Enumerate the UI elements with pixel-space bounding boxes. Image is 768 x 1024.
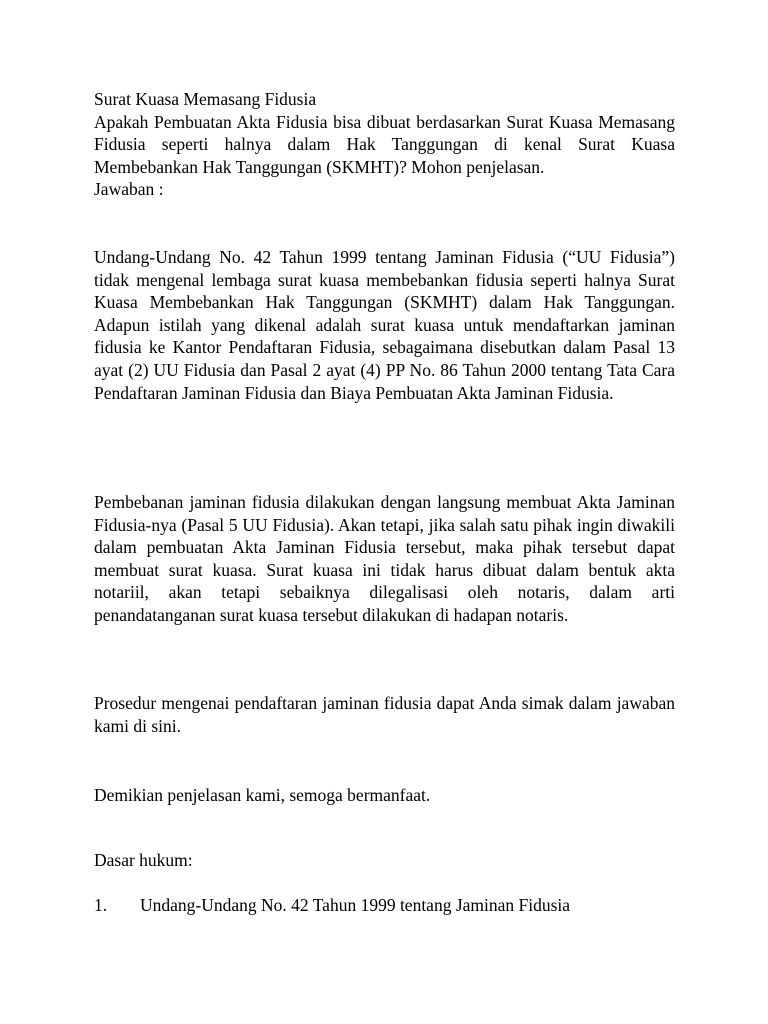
list-item xyxy=(94,894,675,917)
legal-basis-heading-block xyxy=(94,849,675,872)
closing-block xyxy=(94,784,675,807)
power-of-attorney-paragraph: Pembebanan jaminan fidusia dilakukan dengan langsung membuat Akta Jaminan Fidusia-nya (Pasal 5 UU Fidusia). Akan tetapi, jika salah satu pihak ingin diwakili dalam pembuatan Akta Jaminan Fidusia tersebut, maka pihak tersebut dapat membuat surat kuasa. Surat kuasa ini tidak harus dibuat dalam bentuk akta notariil, akan tetapi sebaiknya dilegalisasi oleh notaris, dalam arti penandatanganan surat kuasa tersebut dilakukan di hadapan notaris. xyxy=(94,492,675,625)
list-item-text: Undang-Undang No. 42 Tahun 1999 tentang Jaminan Fidusia xyxy=(140,895,571,915)
legal-basis-label: Dasar hukum: xyxy=(94,850,193,870)
procedure-paragraph-block xyxy=(94,692,675,737)
answer-label: Jawaban : xyxy=(94,179,164,200)
answer-paragraph-block xyxy=(94,246,675,404)
closing-text: Demikian penjelasan kami, semoga bermanfaat. xyxy=(94,785,431,805)
question-paragraph: Apakah Pembuatan Akta Fidusia bisa dibuat berdasarkan Surat Kuasa Memasang Fidusia seperti halnya dalam Hak Tanggungan di kenal Surat Kuasa Membebankan Hak Tanggungan (SKMHT)? Mohon penjelasan. xyxy=(94,111,675,177)
legal-basis-list xyxy=(94,894,675,917)
list-item-number: 1. xyxy=(94,895,108,915)
intro-block xyxy=(94,88,675,201)
document-title: Surat Kuasa Memasang Fidusia xyxy=(94,89,317,109)
procedure-paragraph: Prosedur mengenai pendaftaran jaminan fidusia dapat Anda simak dalam jawaban kami di sini. xyxy=(94,693,675,736)
power-of-attorney-paragraph-block xyxy=(94,491,675,627)
answer-paragraph: Undang-Undang No. 42 Tahun 1999 tentang Jaminan Fidusia (“UU Fidusia”) tidak mengenal lembaga surat kuasa membebankan fidusia seperti halnya Surat Kuasa Membebankan Hak Tanggungan (SKMHT) dalam Hak Tanggungan. Adapun istilah yang dikenal adalah surat kuasa untuk mendaftarkan jaminan fidusia ke Kantor Pendaftaran Fidusia, sebagaimana disebutkan dalam Pasal 13 ayat (2) UU Fidusia dan Pasal 2 ayat (4) PP No. 86 Tahun 2000 tentang Tata Cara Pendaftaran Jaminan Fidusia dan Biaya Pembuatan Akta Jaminan Fidusia. xyxy=(94,247,675,403)
